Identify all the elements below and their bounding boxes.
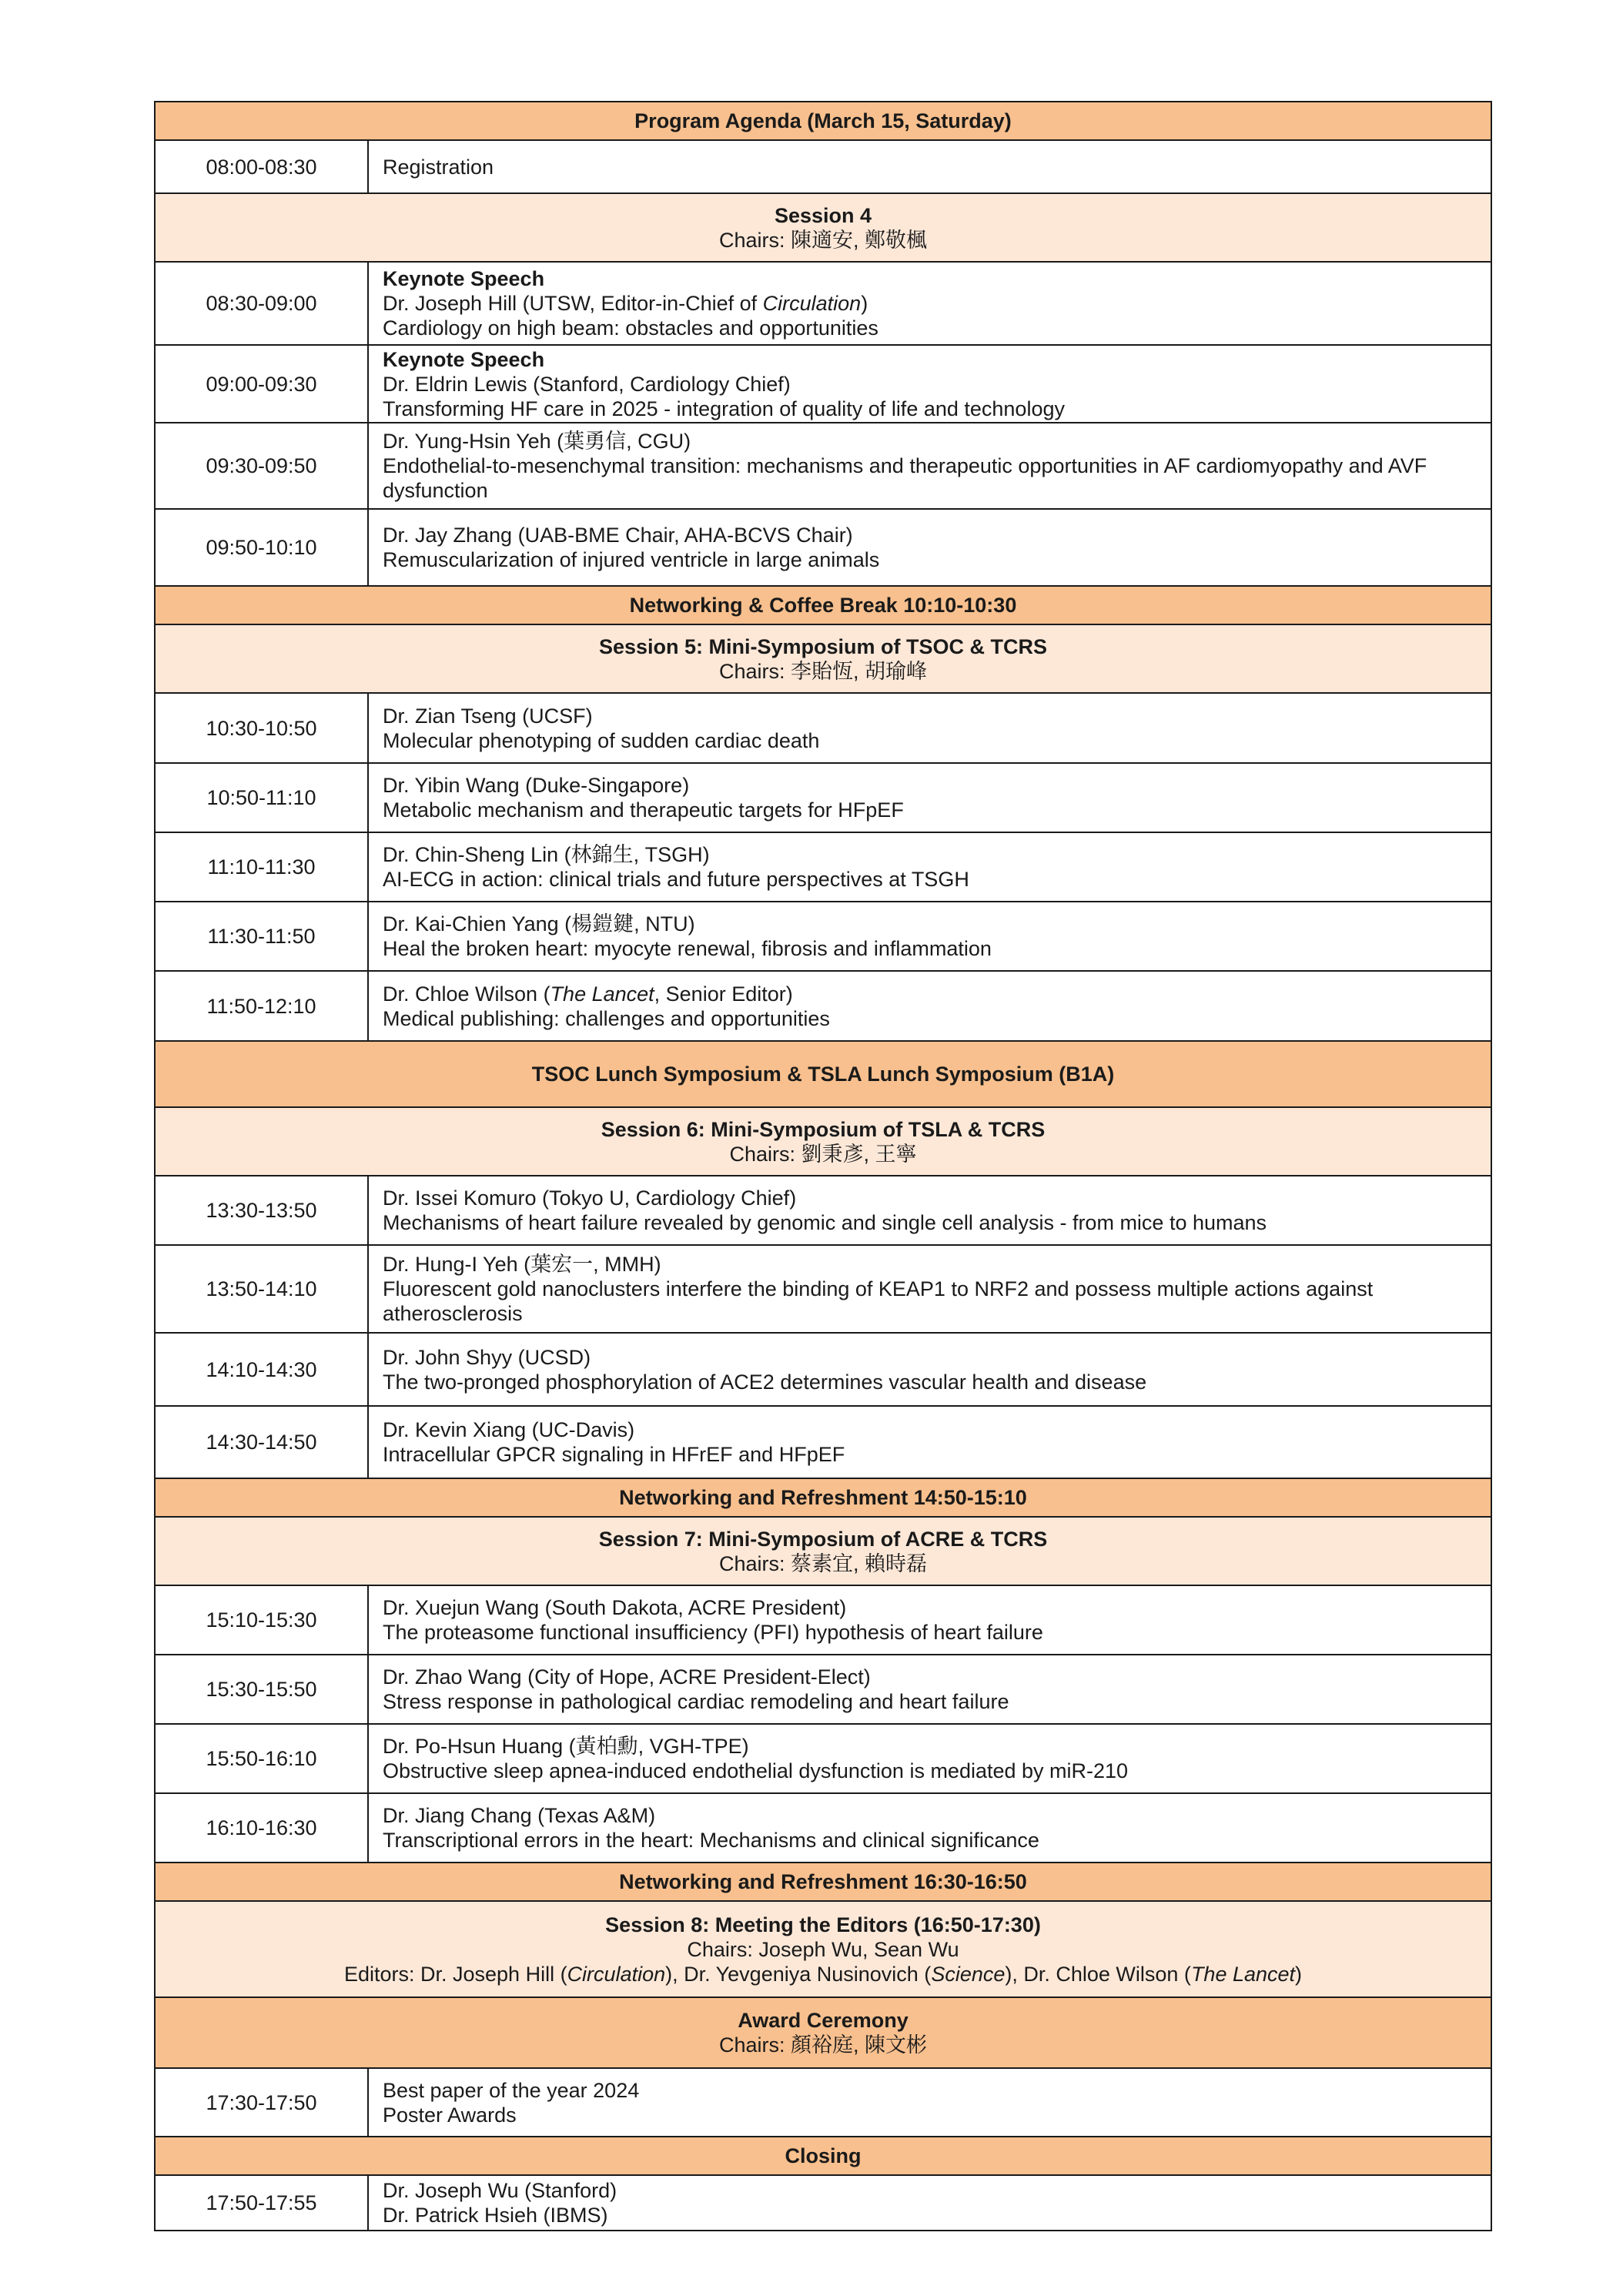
session-6-header xyxy=(155,1107,1491,1176)
session-title: Session 5: Mini-Symposium of TSOC & TCRS xyxy=(598,634,1048,658)
editors-text: Editors: Dr. Joseph Hill ( xyxy=(343,1962,567,1986)
time-cell: 13:30-13:50 xyxy=(155,1176,368,1245)
talk-topic: Intracellular GPCR signaling in HFrEF and HFpEF xyxy=(383,1443,845,1466)
talk-row xyxy=(155,509,1491,586)
break-label: Networking and Refreshment 14:50-15:10 xyxy=(155,1478,1491,1517)
session-7-header xyxy=(155,1517,1491,1585)
talk-topic: The two-pronged phosphorylation of ACE2 determines vascular health and disease xyxy=(383,1370,1147,1394)
speaker: Dr. Zian Tseng (UCSF) xyxy=(383,704,593,728)
award-item: Poster Awards xyxy=(383,2103,517,2127)
time-cell: 15:10-15:30 xyxy=(155,1585,368,1655)
time-cell: 17:50-17:55 xyxy=(155,2175,368,2231)
session-chairs: Chairs: Joseph Wu, Sean Wu xyxy=(687,1937,959,1961)
session-title: Session 7: Mini-Symposium of ACRE & TCRS xyxy=(598,1527,1048,1551)
agenda-header-row xyxy=(155,102,1491,140)
closing-row xyxy=(155,2175,1491,2231)
break-label: Networking & Coffee Break 10:10-10:30 xyxy=(155,586,1491,624)
talk-topic: Endothelial-to-mesenchymal transition: mechanisms and therapeutic opportunities in AF cardiomyopathy and AVF dysfunction xyxy=(383,454,1427,502)
time-cell: 17:30-17:50 xyxy=(155,2068,368,2137)
speaker: Dr. Zhao Wang (City of Hope, ACRE President-Elect) xyxy=(383,1665,871,1689)
program-agenda-table xyxy=(154,101,1492,2231)
talk-row xyxy=(155,1793,1491,1863)
talk-details xyxy=(368,1585,1491,1655)
journal-name: Science xyxy=(931,1962,1006,1986)
talk-row xyxy=(155,1585,1491,1655)
talk-topic: Obstructive sleep apnea-induced endothelial dysfunction is mediated by miR-210 xyxy=(383,1759,1129,1782)
time-cell: 08:00-08:30 xyxy=(155,140,368,193)
talk-details xyxy=(368,693,1491,763)
time-cell: 09:00-09:30 xyxy=(155,345,368,423)
talk-row xyxy=(155,262,1491,345)
time-cell: 13:50-14:10 xyxy=(155,1245,368,1333)
session-title: Session 4 xyxy=(774,203,872,227)
talk-row xyxy=(155,971,1491,1041)
session-title: Session 8: Meeting the Editors (16:50-17:30) xyxy=(605,1913,1041,1936)
registration-row xyxy=(155,140,1491,193)
speaker-text: , Senior Editor) xyxy=(654,982,793,1006)
speaker: Dr. Kevin Xiang (UC-Davis) xyxy=(383,1418,635,1441)
speaker: Dr. Issei Komuro (Tokyo U, Cardiology Chief) xyxy=(383,1186,797,1210)
speaker: Dr. Eldrin Lewis (Stanford, Cardiology Chief) xyxy=(383,372,791,396)
talk-details xyxy=(368,509,1491,586)
talk-details xyxy=(368,1176,1491,1245)
time-cell: 10:50-11:10 xyxy=(155,763,368,832)
talk-details xyxy=(368,763,1491,832)
talk-details xyxy=(368,423,1491,509)
talk-row xyxy=(155,423,1491,509)
talk-details xyxy=(368,262,1491,345)
closing-speaker: Dr. Joseph Wu (Stanford) xyxy=(383,2179,617,2202)
talk-topic: Stress response in pathological cardiac remodeling and heart failure xyxy=(383,1690,1009,1713)
time-cell: 11:50-12:10 xyxy=(155,971,368,1041)
time-cell: 11:10-11:30 xyxy=(155,832,368,902)
break-label: Networking and Refreshment 16:30-16:50 xyxy=(155,1863,1491,1901)
talk-row xyxy=(155,1245,1491,1333)
talk-row xyxy=(155,1655,1491,1724)
registration-label: Registration xyxy=(368,140,1491,193)
session-4-header xyxy=(155,193,1491,262)
talk-row xyxy=(155,1176,1491,1245)
talk-row xyxy=(155,693,1491,763)
talk-details xyxy=(368,345,1491,423)
talk-topic: Mechanisms of heart failure revealed by genomic and single cell analysis - from mice to humans xyxy=(383,1211,1267,1234)
lunch-row xyxy=(155,1041,1491,1107)
award-details xyxy=(368,2068,1491,2137)
talk-topic: AI-ECG in action: clinical trials and future perspectives at TSGH xyxy=(383,868,969,891)
talk-topic: The proteasome functional insufficiency (PFI) hypothesis of heart failure xyxy=(383,1621,1043,1644)
speaker: Dr. Kai-Chien Yang (楊鎧鍵, NTU) xyxy=(383,912,695,935)
award-chairs: Chairs: 顏裕庭, 陳文彬 xyxy=(718,2033,928,2057)
talk-type: Keynote Speech xyxy=(383,267,545,290)
talk-row xyxy=(155,902,1491,971)
editors-text: ), Dr. Yevgeniya Nusinovich ( xyxy=(665,1962,932,1986)
talk-details xyxy=(368,1724,1491,1793)
time-cell: 16:10-16:30 xyxy=(155,1793,368,1863)
talk-details xyxy=(368,1406,1491,1478)
session-title: Session 6: Mini-Symposium of TSLA & TCRS xyxy=(601,1117,1046,1141)
award-item: Best paper of the year 2024 xyxy=(383,2078,640,2102)
talk-topic: Fluorescent gold nanoclusters interfere the binding of KEAP1 to NRF2 and possess multiple actions against atherosclerosis xyxy=(383,1277,1374,1325)
speaker xyxy=(383,982,1477,1006)
speaker-text: Dr. Chloe Wilson ( xyxy=(383,982,550,1006)
talk-topic: Remuscularization of injured ventricle in large animals xyxy=(383,548,880,571)
talk-details xyxy=(368,902,1491,971)
talk-topic: Heal the broken heart: myocyte renewal, fibrosis and inflammation xyxy=(383,937,992,960)
coffee-break-row xyxy=(155,586,1491,624)
talk-details xyxy=(368,832,1491,902)
agenda-title: Program Agenda (March 15, Saturday) xyxy=(155,102,1491,140)
time-cell: 11:30-11:50 xyxy=(155,902,368,971)
speaker-text: Dr. Joseph Hill (UTSW, Editor-in-Chief of xyxy=(383,292,763,315)
speaker: Dr. Jay Zhang (UAB-BME Chair, AHA-BCVS Chair) xyxy=(383,524,853,547)
talk-details xyxy=(368,1793,1491,1863)
session-chairs: Chairs: 蔡素宜, 賴時磊 xyxy=(718,1551,928,1575)
speaker: Dr. Xuejun Wang (South Dakota, ACRE President) xyxy=(383,1596,847,1619)
talk-type: Keynote Speech xyxy=(383,347,545,371)
closing-title: Closing xyxy=(155,2137,1491,2175)
speaker: Dr. Po-Hsun Huang (黃柏勳, VGH-TPE) xyxy=(383,1735,749,1758)
closing-details xyxy=(368,2175,1491,2231)
talk-row xyxy=(155,345,1491,423)
closing-header xyxy=(155,2137,1491,2175)
talk-row xyxy=(155,763,1491,832)
talk-topic: Molecular phenotyping of sudden cardiac death xyxy=(383,728,820,752)
talk-row xyxy=(155,1724,1491,1793)
time-cell: 08:30-09:00 xyxy=(155,262,368,345)
editors-text: ) xyxy=(1295,1962,1303,1986)
refreshment-row xyxy=(155,1478,1491,1517)
speaker: Dr. John Shyy (UCSD) xyxy=(383,1345,591,1369)
time-cell: 09:50-10:10 xyxy=(155,509,368,586)
refreshment-row xyxy=(155,1863,1491,1901)
speaker xyxy=(383,291,1477,316)
speaker: Dr. Hung-I Yeh (葉宏一, MMH) xyxy=(383,1253,661,1276)
speaker: Dr. Yung-Hsin Yeh (葉勇信, CGU) xyxy=(383,430,691,453)
journal-name: The Lancet xyxy=(1190,1962,1296,1986)
session-chairs: Chairs: 李貽恆, 胡瑜峰 xyxy=(718,659,928,683)
speaker-text: ) xyxy=(861,292,868,315)
talk-details xyxy=(368,971,1491,1041)
talk-topic: Medical publishing: challenges and opportunities xyxy=(383,1006,830,1030)
speaker: Dr. Yibin Wang (Duke-Singapore) xyxy=(383,774,690,797)
editors-text: ), Dr. Chloe Wilson ( xyxy=(1005,1962,1191,1986)
journal-name: Circulation xyxy=(567,1962,666,1986)
session-5-header xyxy=(155,624,1491,693)
award-ceremony-header xyxy=(155,1997,1491,2068)
session-8-header xyxy=(155,1901,1491,1997)
speaker: Dr. Jiang Chang (Texas A&M) xyxy=(383,1804,656,1827)
closing-speaker: Dr. Patrick Hsieh (IBMS) xyxy=(383,2204,608,2227)
talk-topic: Transcriptional errors in the heart: Mechanisms and clinical significance xyxy=(383,1829,1039,1852)
award-row xyxy=(155,2068,1491,2137)
talk-details xyxy=(368,1333,1491,1406)
talk-details xyxy=(368,1655,1491,1724)
time-cell: 15:30-15:50 xyxy=(155,1655,368,1724)
time-cell: 14:10-14:30 xyxy=(155,1333,368,1406)
award-title: Award Ceremony xyxy=(738,2009,909,2032)
time-cell: 15:50-16:10 xyxy=(155,1724,368,1793)
session-chairs: Chairs: 陳適安, 鄭敬楓 xyxy=(718,228,928,252)
session-editors xyxy=(169,1962,1477,1986)
talk-row xyxy=(155,832,1491,902)
lunch-label: TSOC Lunch Symposium & TSLA Lunch Symposium (B1A) xyxy=(155,1041,1491,1107)
session-chairs: Chairs: 劉秉彥, 王寧 xyxy=(729,1142,917,1166)
talk-topic: Metabolic mechanism and therapeutic targets for HFpEF xyxy=(383,798,904,822)
time-cell: 09:30-09:50 xyxy=(155,423,368,509)
speaker: Dr. Chin-Sheng Lin (林錦生, TSGH) xyxy=(383,843,710,866)
time-cell: 14:30-14:50 xyxy=(155,1406,368,1478)
talk-topic: Transforming HF care in 2025 - integration of quality of life and technology xyxy=(383,397,1065,420)
talk-topic: Cardiology on high beam: obstacles and opportunities xyxy=(383,316,878,340)
talk-row xyxy=(155,1333,1491,1406)
talk-row xyxy=(155,1406,1491,1478)
journal-name: Circulation xyxy=(762,292,862,315)
journal-name: The Lancet xyxy=(550,982,654,1006)
talk-details xyxy=(368,1245,1491,1333)
time-cell: 10:30-10:50 xyxy=(155,693,368,763)
